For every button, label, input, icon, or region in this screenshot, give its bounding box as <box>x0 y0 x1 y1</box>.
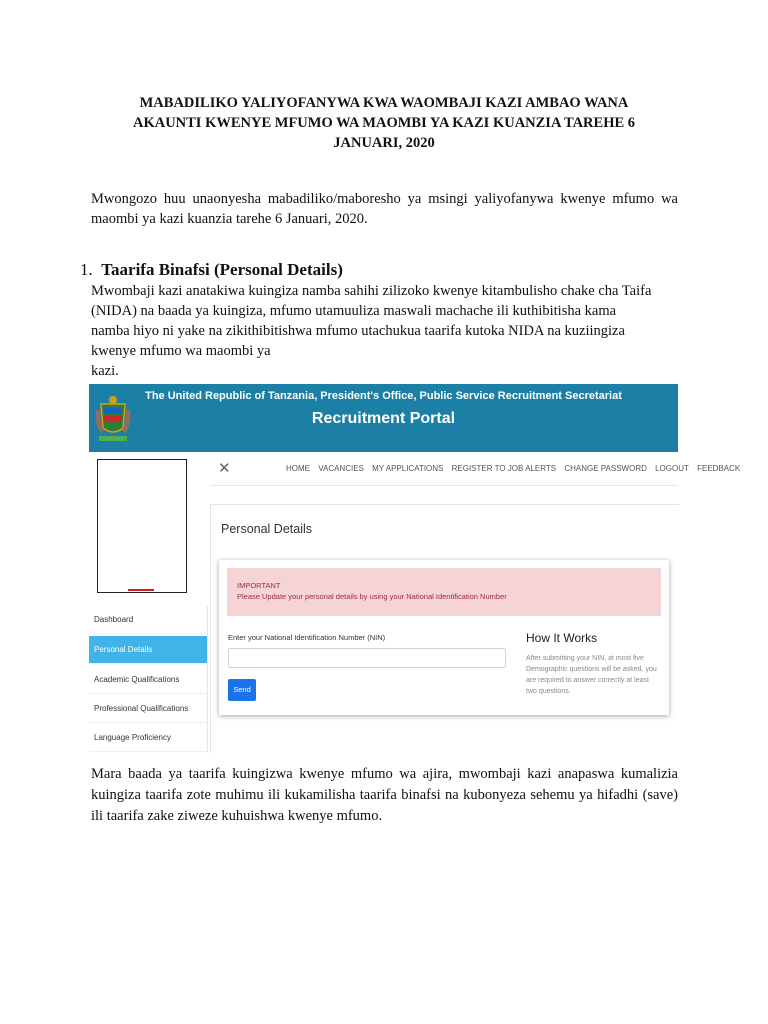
profile-photo-placeholder <box>97 459 187 593</box>
title-line-1: MABADILIKO YALIYOFANYWA KWA WAOMBAJI KAZI AMBAO WANA <box>139 95 629 111</box>
portal-banner <box>89 384 678 452</box>
nav-links <box>286 464 746 473</box>
portal-screenshot <box>89 384 741 752</box>
nav-logout[interactable]: LOGOUT <box>655 464 689 473</box>
document-title <box>100 93 668 153</box>
sidebar-item-academic-qualifications[interactable]: Academic Qualifications <box>89 666 207 694</box>
nin-card <box>219 560 669 715</box>
closing-paragraph: Mara baada ya taarifa kuingizwa kwenye mfumo wa ajira, mwombaji kazi anapaswa kumalizia kuingiza taarifa zote muhimu ili kukamilisha taarifa binafsi na kubonyeza sehemu ya hifadhi (save) ili taarifa zake ziweze kuhuishwa kwenye mfumo. <box>91 766 678 824</box>
title-line-2: AKAUNTI KWENYE MFUMO WA MAOMBI YA KAZI KUANZIA TAREHE 6 <box>132 115 636 131</box>
body-line-4: kwenye mfumo wa maombi ya <box>91 343 271 359</box>
body-line-1: Mwombaji kazi anatakiwa kuingiza namba sahihi zilizoko kwenye kitambulisho chake cha Taifa <box>91 283 652 299</box>
how-it-works-title: How It Works <box>526 631 598 645</box>
banner-subtitle: The United Republic of Tanzania, President's Office, Public Service Recruitment Secretariat <box>145 390 622 402</box>
body-line-5: kazi. <box>91 363 119 379</box>
title-line-3: JANUARI, 2020 <box>333 135 435 151</box>
sidebar-item-dashboard[interactable]: Dashboard <box>89 606 207 634</box>
alert-text: Please Update your personal details by using your National Identification Number <box>237 592 507 601</box>
how-it-works-text: After submitting your NIN, at most five Demographic questions will be asked, you are required to answer correctly at least two questions. <box>526 655 657 695</box>
top-navigation <box>210 455 741 486</box>
nav-change-password[interactable]: CHANGE PASSWORD <box>564 464 647 473</box>
section-heading <box>80 260 343 280</box>
nav-feedback[interactable]: FEEDBACK <box>697 464 741 473</box>
body-line-2: (NIDA) na baada ya kuingiza, mfumo utamuuliza maswali machache ili kuthibitisha kama <box>91 303 617 319</box>
body-line-3: namba hiyo ni yake na zikithibitishwa mfumo utachukua taarifa kutoka NIDA na kuziingiza <box>91 323 625 339</box>
section-number: 1. <box>80 260 93 279</box>
page-title: Personal Details <box>221 522 313 536</box>
section-title: Taarifa Binafsi (Personal Details) <box>101 260 343 279</box>
section-body <box>91 281 681 381</box>
nav-my-applications[interactable]: MY APPLICATIONS <box>372 464 444 473</box>
nav-home[interactable]: HOME <box>286 464 310 473</box>
nav-register-job-alerts[interactable]: REGISTER TO JOB ALERTS <box>451 464 557 473</box>
sidebar-item-professional-qualifications[interactable]: Professional Qualifications <box>89 695 207 723</box>
sidebar-item-language-proficiency[interactable]: Language Proficiency <box>89 724 207 752</box>
sidebar-item-personal-details[interactable]: Personal Details <box>89 636 207 664</box>
banner-title: Recruitment Portal <box>311 410 456 427</box>
nav-vacancies[interactable]: VACANCIES <box>318 464 364 473</box>
close-icon[interactable]: ✕ <box>218 460 231 477</box>
send-button[interactable]: Send <box>228 679 256 701</box>
personal-details-panel <box>210 504 679 753</box>
nin-label: Enter your National Identification Number (NIN) <box>228 633 386 642</box>
important-alert <box>227 568 661 616</box>
intro-paragraph: Mwongozo huu unaonyesha mabadiliko/maboresho ya msingi yaliyofanywa kwenye mfumo wa maombi ya kazi kuanzia tarehe 6 Januari, 2020. <box>91 191 678 227</box>
sidebar-menu <box>89 606 208 752</box>
alert-title: IMPORTANT <box>237 581 281 590</box>
nin-input[interactable] <box>228 648 506 668</box>
